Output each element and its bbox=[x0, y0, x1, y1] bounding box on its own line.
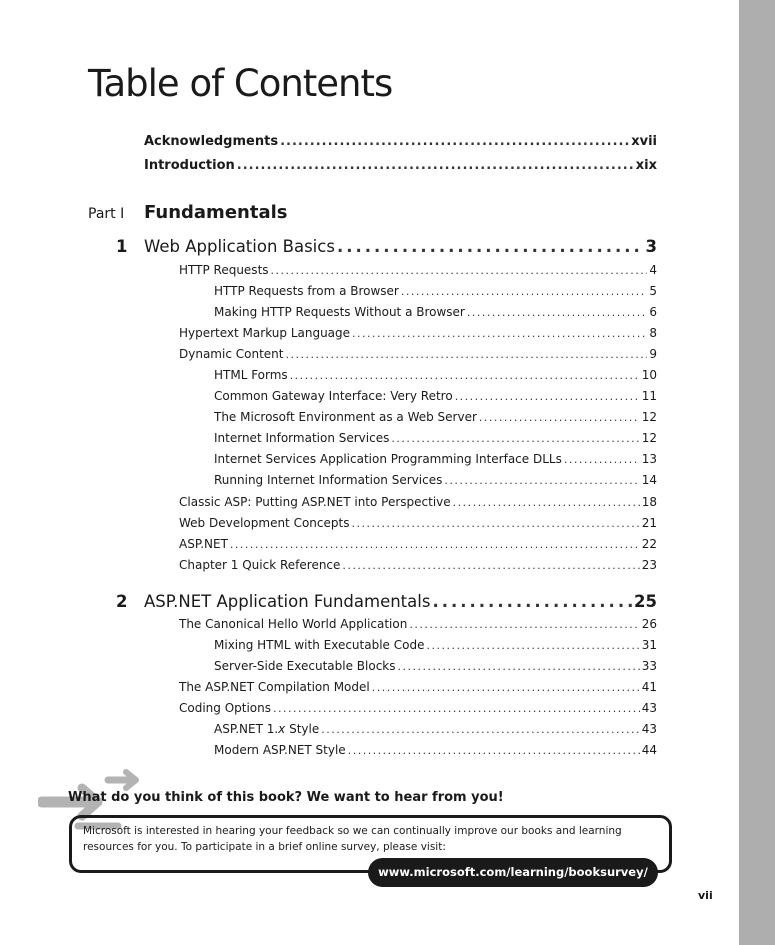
toc-subsection-entry[interactable] bbox=[214, 389, 657, 403]
toc-section-entry[interactable] bbox=[179, 263, 657, 277]
leader-dots bbox=[348, 744, 640, 757]
leader-dots bbox=[409, 618, 639, 631]
toc-entry-page: xix bbox=[635, 158, 657, 173]
toc-section-entry[interactable] bbox=[179, 617, 657, 631]
section-page: 13 bbox=[641, 452, 657, 466]
leader-dots bbox=[285, 348, 647, 361]
section-label: Dynamic Content bbox=[179, 347, 284, 361]
section-page: 12 bbox=[641, 431, 657, 445]
leader-dots bbox=[352, 327, 647, 340]
chapter-number: 2 bbox=[116, 592, 128, 611]
toc-subsection-entry[interactable] bbox=[214, 410, 657, 424]
chapter-entry-2[interactable] bbox=[144, 592, 657, 611]
leader-dots bbox=[273, 702, 640, 715]
section-page: 43 bbox=[641, 701, 657, 715]
leader-dots bbox=[391, 432, 639, 445]
section-label: Internet Information Services bbox=[214, 431, 390, 445]
section-page: 14 bbox=[641, 473, 657, 487]
section-label: The Microsoft Environment as a Web Server bbox=[214, 410, 477, 424]
toc-entry-label: Introduction bbox=[144, 158, 235, 173]
section-label: Modern ASP.NET Style bbox=[214, 743, 346, 757]
leader-dots bbox=[280, 134, 629, 149]
toc-subsection-entry[interactable] bbox=[214, 638, 657, 652]
section-page: 5 bbox=[649, 284, 657, 298]
section-label: Coding Options bbox=[179, 701, 272, 715]
toc-section-entry[interactable] bbox=[179, 680, 657, 694]
part-title: Fundamentals bbox=[144, 202, 288, 223]
section-page: 43 bbox=[641, 722, 657, 736]
leader-dots bbox=[351, 517, 639, 530]
page-number: vii bbox=[698, 889, 713, 902]
section-label: Making HTTP Requests Without a Browser bbox=[214, 305, 465, 319]
toc-section-entry[interactable] bbox=[179, 537, 657, 551]
leader-dots bbox=[321, 723, 639, 736]
section-label: ASP.NET bbox=[179, 537, 228, 551]
section-page: 22 bbox=[641, 537, 657, 551]
section-label: Running Internet Information Services bbox=[214, 473, 443, 487]
feedback-body: Microsoft is interested in hearing your feedback so we can continually improve our books and learning resources for you. To participate in a brief online survey, please visit: bbox=[83, 825, 622, 853]
page-edge-bar bbox=[739, 0, 775, 945]
toc-entry-introduction[interactable] bbox=[144, 158, 657, 173]
section-page: 33 bbox=[641, 659, 657, 673]
leader-dots bbox=[398, 660, 640, 673]
toc-subsection-entry[interactable] bbox=[214, 305, 657, 319]
chapter-title: ASP.NET Application Fundamentals bbox=[144, 592, 431, 611]
section-page: 23 bbox=[641, 558, 657, 572]
page-title: Table of Contents bbox=[88, 62, 393, 105]
chapter-title: Web Application Basics bbox=[144, 237, 335, 256]
toc-section-entry[interactable] bbox=[179, 701, 657, 715]
toc-entry-page: xvii bbox=[631, 134, 657, 149]
part-label: Part I bbox=[88, 206, 125, 222]
section-label: Hypertext Markup Language bbox=[179, 326, 351, 340]
section-page: 9 bbox=[649, 347, 657, 361]
toc-section-entry[interactable] bbox=[179, 516, 657, 530]
feedback-heading: What do you think of this book? We want to hear from you! bbox=[68, 790, 504, 805]
section-page: 6 bbox=[649, 305, 657, 319]
section-page: 18 bbox=[641, 495, 657, 509]
section-page: 10 bbox=[641, 368, 657, 382]
leader-dots bbox=[444, 474, 639, 487]
toc-subsection-entry[interactable] bbox=[214, 368, 657, 382]
chapter-page: 3 bbox=[645, 237, 657, 256]
section-label: ASP.NET 1.x Style bbox=[214, 722, 320, 736]
leader-dots bbox=[479, 411, 640, 424]
section-label: Server-Side Executable Blocks bbox=[214, 659, 396, 673]
section-label: HTTP Requests bbox=[179, 263, 269, 277]
section-label: HTTP Requests from a Browser bbox=[214, 284, 399, 298]
leader-dots bbox=[337, 237, 644, 256]
chapter-entry-1[interactable] bbox=[144, 237, 657, 256]
leader-dots bbox=[432, 592, 632, 611]
leader-dots bbox=[564, 453, 640, 466]
section-label: Common Gateway Interface: Very Retro bbox=[214, 389, 453, 403]
toc-section-entry[interactable] bbox=[179, 326, 657, 340]
toc-section-entry[interactable] bbox=[179, 347, 657, 361]
toc-subsection-entry[interactable] bbox=[214, 722, 657, 736]
section-label: Internet Services Application Programming Interface DLLs bbox=[214, 452, 562, 466]
toc-subsection-entry[interactable] bbox=[214, 743, 657, 757]
leader-dots bbox=[290, 369, 640, 382]
survey-link[interactable]: www.microsoft.com/learning/booksurvey/ bbox=[368, 858, 658, 887]
leader-dots bbox=[455, 390, 640, 403]
section-label: The Canonical Hello World Application bbox=[179, 617, 408, 631]
toc-entry-acknowledgments[interactable] bbox=[144, 134, 657, 149]
section-label: Classic ASP: Putting ASP.NET into Perspective bbox=[179, 495, 451, 509]
chapter-number: 1 bbox=[116, 237, 128, 256]
section-label: HTML Forms bbox=[214, 368, 288, 382]
section-page: 11 bbox=[641, 389, 657, 403]
toc-subsection-entry[interactable] bbox=[214, 284, 657, 298]
toc-section-entry[interactable] bbox=[179, 558, 657, 572]
section-page: 21 bbox=[641, 516, 657, 530]
section-page: 31 bbox=[641, 638, 657, 652]
leader-dots bbox=[426, 639, 639, 652]
toc-section-entry[interactable] bbox=[179, 495, 657, 509]
section-page: 44 bbox=[641, 743, 657, 757]
toc-subsection-entry[interactable] bbox=[214, 431, 657, 445]
toc-subsection-entry[interactable] bbox=[214, 452, 657, 466]
section-page: 26 bbox=[641, 617, 657, 631]
leader-dots bbox=[271, 264, 648, 277]
section-page: 12 bbox=[641, 410, 657, 424]
leader-dots bbox=[237, 158, 634, 173]
section-page: 41 bbox=[641, 680, 657, 694]
leader-dots bbox=[230, 538, 640, 551]
toc-subsection-entry[interactable] bbox=[214, 659, 657, 673]
leader-dots bbox=[372, 681, 640, 694]
leader-dots bbox=[401, 285, 647, 298]
toc-entry-label: Acknowledgments bbox=[144, 134, 279, 149]
leader-dots bbox=[342, 559, 639, 572]
section-page: 8 bbox=[649, 326, 657, 340]
leader-dots bbox=[453, 496, 640, 509]
section-label: Web Development Concepts bbox=[179, 516, 350, 530]
toc-subsection-entry[interactable] bbox=[214, 473, 657, 487]
section-label: Chapter 1 Quick Reference bbox=[179, 558, 341, 572]
section-label: Mixing HTML with Executable Code bbox=[214, 638, 425, 652]
leader-dots bbox=[467, 306, 647, 319]
section-page: 4 bbox=[649, 263, 657, 277]
section-label: The ASP.NET Compilation Model bbox=[179, 680, 370, 694]
chapter-page: 25 bbox=[634, 592, 657, 611]
